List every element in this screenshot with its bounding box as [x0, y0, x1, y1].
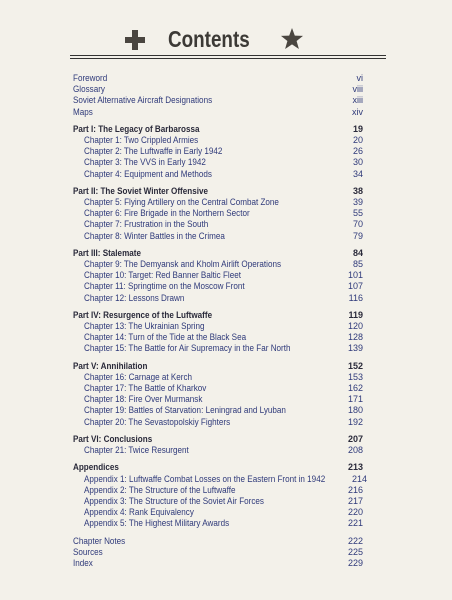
toc-part-heading [73, 248, 363, 259]
toc-part-heading-label: Part II: The Soviet Winter Offensive [73, 185, 208, 196]
toc-back-entry-page-number: 225 [347, 546, 363, 557]
toc-front-entry-label: Maps [73, 106, 93, 117]
toc-back-entry-page-number: 229 [347, 557, 363, 568]
toc-chapter-entry-label: Chapter 8: Winter Battles in the Crimea [84, 230, 225, 241]
toc-chapter-entry-label: Chapter 10: Target: Red Banner Baltic Fleet [84, 270, 241, 281]
toc-chapter-entry-page-number: 120 [347, 321, 363, 332]
toc-chapter-entry-label: Chapter 21: Twice Resurgent [84, 445, 189, 456]
toc-chapter-entry [73, 332, 363, 343]
toc-back-entry-label: Sources [73, 546, 103, 557]
toc-chapter-entry [73, 169, 363, 180]
toc-chapter-entry-label: Chapter 20: The Sevastopolskiy Fighters [84, 416, 231, 427]
toc-part-heading-label: Part IV: Resurgence of the Luftwaffe [73, 309, 213, 320]
toc-chapter-entry [73, 507, 363, 518]
toc-chapter-entry-label: Chapter 19: Battles of Starvation: Leningrad and Lyuban [84, 405, 286, 416]
toc-chapter-entry-label: Chapter 1: Two Crippled Armies [84, 135, 199, 146]
toc-part-heading-page-number: 19 [352, 123, 363, 134]
toc-chapter-entry [73, 219, 363, 230]
toc-front-entry-page-number: xiv [352, 106, 363, 117]
toc-chapter-entry-page-number: 116 [348, 292, 363, 303]
toc-chapter-entry [73, 197, 363, 208]
toc-chapter-entry-page-number: 26 [352, 146, 363, 157]
toc-chapter-entry-page-number: 216 [347, 484, 363, 495]
toc-part-heading-label: Part V: Annihilation [73, 360, 148, 371]
toc-chapter-entry [73, 372, 363, 383]
toc-chapter-entry-label: Chapter 18: Fire Over Murmansk [84, 394, 203, 405]
page-title: Contents [168, 26, 250, 52]
toc-front-entry [73, 107, 363, 118]
toc-chapter-entry-page-number: 217 [347, 495, 363, 506]
toc-chapter-entry-page-number: 30 [352, 157, 363, 168]
toc-chapter-entry [73, 473, 368, 485]
toc-chapter-entry [73, 445, 363, 456]
toc-chapter-entry-page-number: 221 [347, 518, 363, 529]
toc-back-entry [73, 558, 363, 569]
toc-chapter-entry-page-number: 171 [347, 394, 363, 405]
toc-front-entry-page-number: xiii [352, 95, 363, 106]
toc-chapter-entry [73, 518, 363, 529]
toc-front-entry-label: Soviet Alternative Aircraft Designations [73, 95, 213, 106]
table-of-contents [73, 73, 368, 569]
toc-front-entry-label: Foreword [73, 73, 108, 83]
toc-back-entry [73, 536, 363, 547]
toc-chapter-entry-page-number: 107 [347, 281, 363, 292]
toc-chapter-entry-label: Chapter 9: The Demyansk and Kholm Airlift Operations [84, 259, 282, 270]
toc-chapter-entry-label: Appendix 2: The Structure of the Luftwaffe [84, 484, 236, 495]
toc-chapter-entry-label: Appendix 3: The Structure of the Soviet Air Forces [84, 495, 264, 506]
toc-chapter-entry [73, 383, 363, 394]
toc-chapter-entry [73, 208, 363, 219]
toc-part-heading-label: Part VI: Conclusions [73, 433, 153, 444]
toc-chapter-entry-page-number: 192 [347, 416, 363, 427]
toc-chapter-entry-label: Chapter 15: The Battle for Air Supremacy in the Far North [84, 343, 291, 354]
toc-front-entry-page-number: viii [352, 84, 363, 95]
toc-part-heading [73, 361, 363, 372]
toc-chapter-entry-page-number: 55 [352, 208, 363, 219]
toc-chapter-entry-label: Appendix 1: Luftwaffe Combat Losses on the Eastern Front in 1942 [84, 473, 326, 484]
toc-chapter-entry-label: Chapter 12: Lessons Drawn [84, 292, 185, 303]
toc-chapter-entry [73, 259, 363, 270]
toc-chapter-entry [73, 293, 363, 304]
toc-chapter-entry [73, 231, 363, 242]
toc-chapter-entry-label: Chapter 13: The Ukrainian Spring [84, 321, 205, 332]
toc-chapter-entry-page-number: 220 [347, 507, 363, 518]
toc-chapter-entry [73, 135, 363, 146]
toc-chapter-entry-page-number: 162 [347, 383, 363, 394]
toc-chapter-entry-label: Chapter 14: Turn of the Tide at the Black Sea [84, 332, 247, 343]
toc-chapter-entry [73, 496, 363, 507]
toc-chapter-entry-label: Chapter 11: Springtime on the Moscow Front [84, 281, 245, 292]
toc-chapter-entry-label: Chapter 17: The Battle of Kharkov [84, 383, 207, 394]
toc-front-entry [73, 73, 363, 84]
toc-chapter-entry [73, 270, 363, 281]
toc-front-entry-page-number: vi [356, 73, 363, 83]
cross-icon [125, 30, 145, 50]
toc-back-entry-label: Chapter Notes [73, 535, 126, 546]
toc-chapter-entry-page-number: 180 [347, 405, 363, 416]
toc-part-heading-page-number: 119 [348, 309, 363, 320]
toc-part-heading-page-number: 207 [347, 433, 363, 444]
toc-part-heading [73, 186, 363, 197]
toc-chapter-entry-label: Chapter 5: Flying Artillery on the Central Combat Zone [84, 197, 279, 208]
toc-chapter-entry-label: Appendix 4: Rank Equivalency [84, 507, 194, 518]
toc-chapter-entry-label: Chapter 6: Fire Brigade in the Northern Sector [84, 208, 250, 219]
toc-chapter-entry-label: Chapter 7: Frustration in the South [84, 219, 209, 230]
toc-chapter-entry-page-number: 208 [347, 445, 363, 456]
toc-chapter-entry [73, 405, 363, 416]
toc-part-heading-label: Appendices [73, 462, 119, 473]
toc-part-heading-label: Part I: The Legacy of Barbarossa [73, 123, 200, 134]
toc-part-heading [73, 124, 363, 135]
toc-chapter-entry [73, 343, 363, 354]
title-rule [70, 55, 386, 59]
toc-chapter-entry [73, 157, 363, 168]
toc-chapter-entry [73, 485, 363, 496]
toc-chapter-entry-page-number: 39 [352, 197, 363, 208]
toc-chapter-entry-page-number: 214 [352, 473, 368, 484]
toc-chapter-entry-label: Chapter 16: Carnage at Kerch [84, 371, 193, 382]
toc-part-heading-page-number: 38 [352, 185, 363, 196]
toc-chapter-entry-label: Chapter 3: The VVS in Early 1942 [84, 157, 206, 168]
toc-chapter-entry [73, 394, 363, 405]
toc-part-heading-label: Part III: Stalemate [73, 247, 141, 258]
toc-chapter-entry-page-number: 128 [347, 332, 363, 343]
toc-chapter-entry-label: Appendix 5: The Highest Military Awards [84, 518, 230, 529]
toc-front-entry-label: Glossary [73, 84, 105, 95]
toc-part-heading-page-number: 84 [352, 247, 363, 258]
toc-part-heading [73, 434, 363, 445]
toc-chapter-entry [73, 281, 363, 292]
toc-back-entry-label: Index [73, 557, 93, 568]
toc-part-heading [73, 462, 363, 473]
toc-back-entry [73, 547, 363, 558]
toc-chapter-entry-page-number: 85 [352, 259, 363, 270]
toc-chapter-entry-label: Chapter 2: The Luftwaffe in Early 1942 [84, 146, 223, 157]
toc-chapter-entry [73, 321, 363, 332]
toc-chapter-entry-page-number: 20 [352, 135, 363, 146]
toc-chapter-entry-page-number: 34 [352, 168, 363, 179]
toc-chapter-entry-page-number: 70 [352, 219, 363, 230]
toc-chapter-entry [73, 146, 363, 157]
toc-chapter-entry-page-number: 139 [347, 343, 363, 354]
toc-part-heading-page-number: 152 [347, 360, 363, 371]
toc-front-entry [73, 84, 363, 95]
toc-part-heading [73, 310, 363, 321]
toc-part-heading-page-number: 213 [347, 462, 363, 473]
star-icon [280, 27, 304, 51]
toc-chapter-entry-page-number: 153 [347, 371, 363, 382]
toc-chapter-entry-page-number: 101 [347, 270, 363, 281]
toc-chapter-entry [73, 417, 363, 428]
toc-chapter-entry-page-number: 79 [352, 230, 363, 241]
toc-back-entry-page-number: 222 [347, 535, 363, 546]
toc-front-entry [73, 95, 363, 106]
toc-chapter-entry-label: Chapter 4: Equipment and Methods [84, 168, 212, 179]
